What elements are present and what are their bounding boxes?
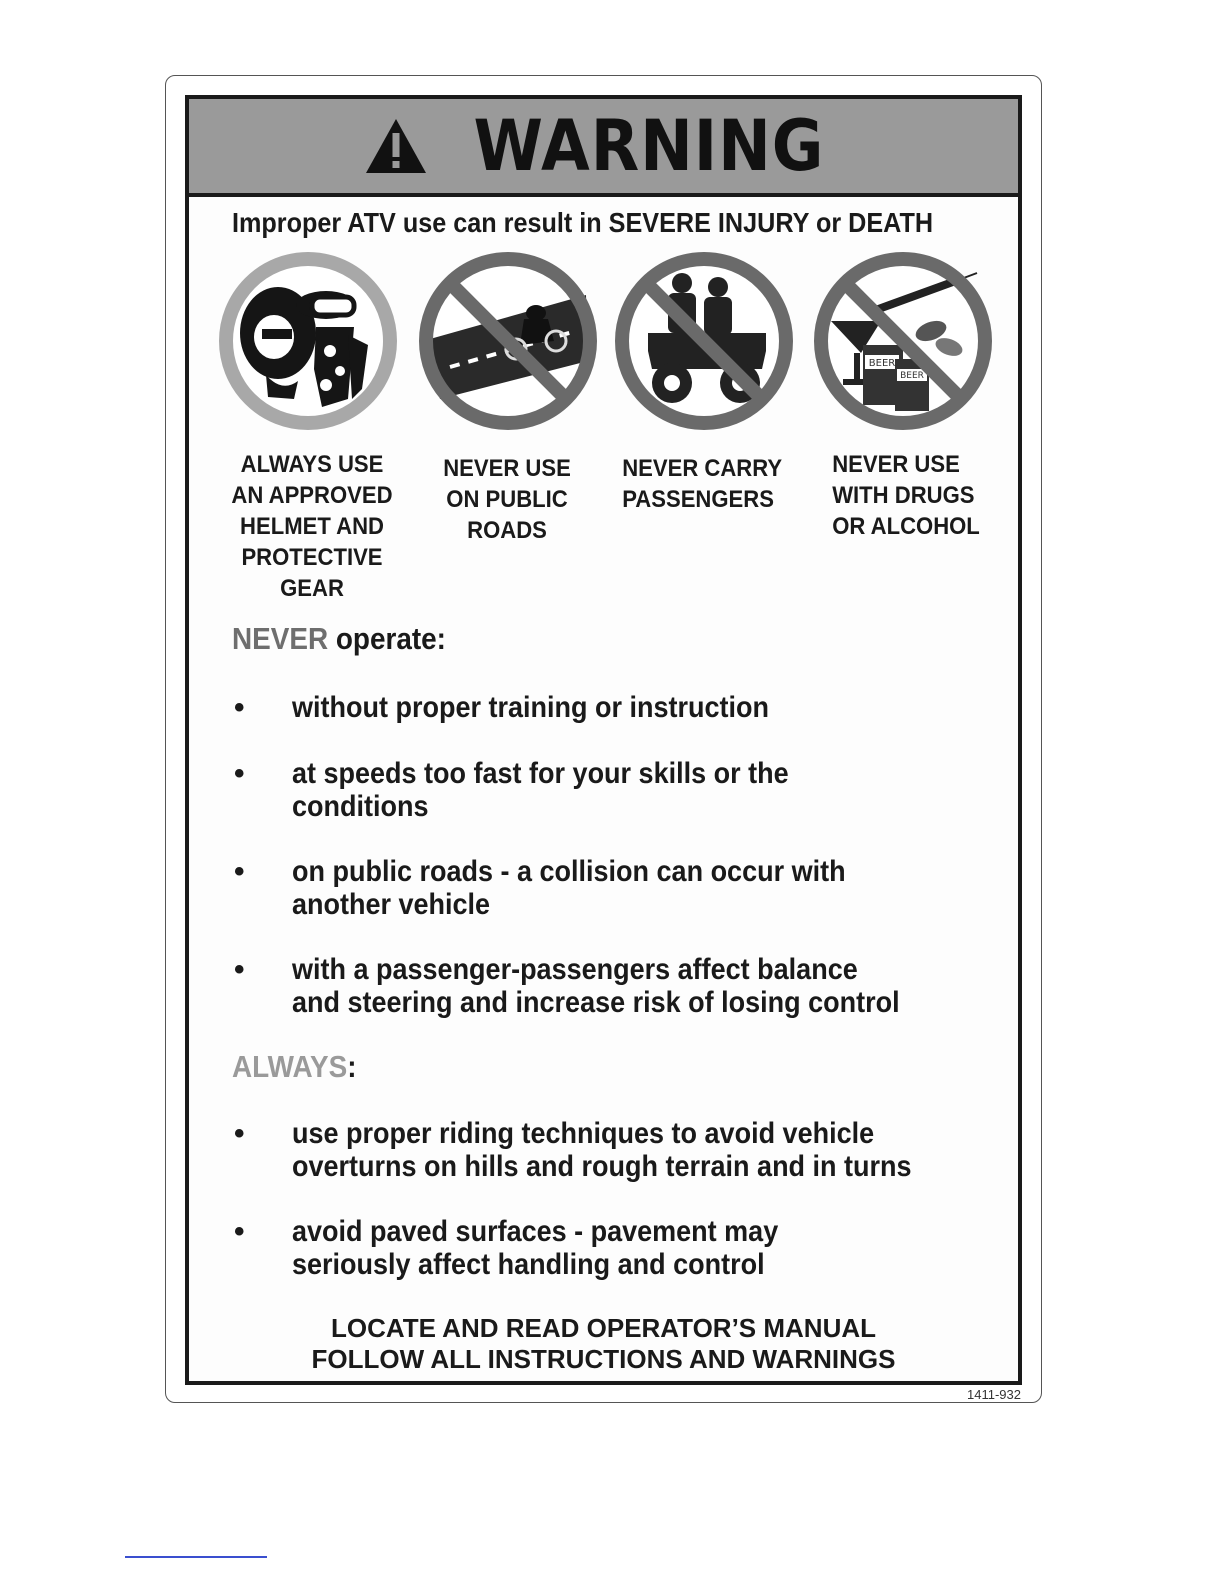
- warning-subtitle: Improper ATV use can result in SEVERE INJURY or DEATH: [232, 207, 934, 238]
- always-heading-rest: :: [347, 1049, 357, 1084]
- no-drugs-alcohol-icon: [811, 249, 995, 433]
- helmet-gear-icon: [216, 249, 400, 433]
- never-keyword: NEVER: [232, 621, 329, 656]
- bullet-icon: •: [234, 1117, 245, 1150]
- caption-passengers: NEVER CARRY PASSENGERS: [622, 455, 783, 513]
- always-keyword: ALWAYS: [232, 1049, 348, 1084]
- never-heading: [232, 621, 446, 657]
- warning-label: WARNING Improper ATV use can result in SEVERE INJURY or DEATH BEER BEER ALWAYS USE AN APPROVED HELMET AND PROTECTIVE GEAR NEVER USE ON PUBLIC ROADS NEVER CARRY PASSENGERS NEVER USE WITH DRUGS OR ALCOHOL NEVER operate: • without proper training or instruction • at speeds too fast for your skills or the conditions • on public roads - a collision can occur with another vehicle • with a passenger-passengers affect balance and steering and increase risk of losing control ALWAYS: • use proper riding techniques to avoid vehicle overturns on hills and rough terrain and in turns • avoid paved surfaces - pavement may seriously affect handling and control LOCATE AND READ OPERATOR’S MANUAL FOLLOW ALL INSTRUCTIONS AND WARNINGS: [185, 95, 1022, 1385]
- caption-helmet: ALWAYS USE AN APPROVED HELMET AND PROTECTIVE GEAR: [231, 451, 393, 602]
- warning-triangle-icon: [364, 117, 428, 175]
- footer-instructions-line: FOLLOW ALL INSTRUCTIONS AND WARNINGS: [311, 1344, 896, 1374]
- bullet-icon: •: [234, 757, 245, 790]
- bullet-icon: •: [234, 1215, 245, 1248]
- never-heading-rest: operate:: [328, 621, 446, 656]
- bullet-icon: •: [234, 855, 245, 888]
- always-heading: [232, 1049, 357, 1085]
- part-number: 1411-932: [967, 1387, 1021, 1402]
- warning-header: [189, 99, 1018, 197]
- no-passengers-icon: [612, 249, 796, 433]
- svg-text:BEER: BEER: [868, 358, 896, 369]
- pictogram-row: [189, 249, 1018, 449]
- no-public-roads-icon: [416, 249, 600, 433]
- caption-public-roads: NEVER USE ON PUBLIC ROADS: [443, 455, 571, 544]
- bullet-icon: •: [234, 691, 245, 724]
- warning-title: WARNING: [473, 105, 824, 187]
- page-link-underline[interactable]: [125, 1556, 267, 1558]
- bullet-icon: •: [234, 953, 245, 986]
- footer-manual-line: LOCATE AND READ OPERATOR’S MANUAL: [330, 1313, 877, 1343]
- caption-drugs-alcohol: NEVER USE WITH DRUGS OR ALCOHOL: [832, 451, 980, 540]
- svg-text:BEER: BEER: [900, 371, 924, 381]
